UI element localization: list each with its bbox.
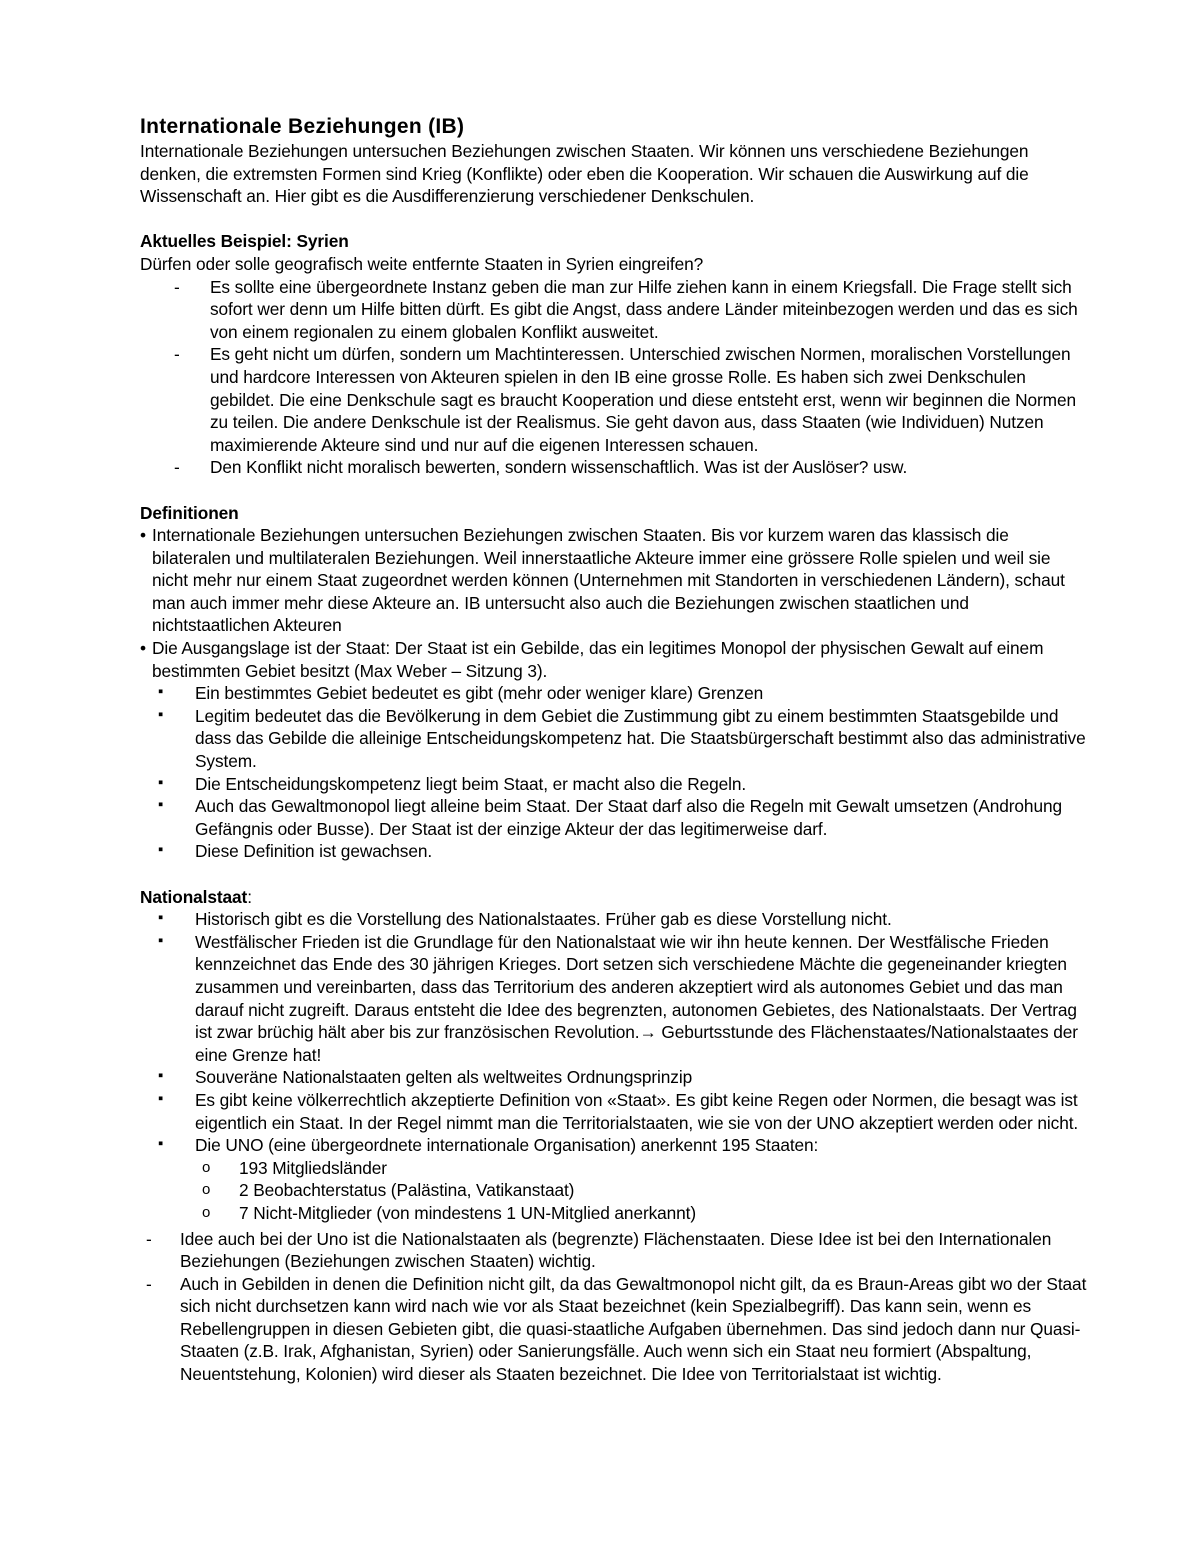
definitionen-list bbox=[140, 524, 1090, 682]
syrien-list bbox=[140, 276, 1090, 479]
list-item: ▪ Legitim bedeutet das die Bevölkerung in dem Gebiet die Zustimmung gibt zu einem bestimmten Staatsgebilde und dass das Gebilde die alleinige Entscheidungskompetenz hat. Die Staatsbürgerschaft bestimmt also das administrative System. bbox=[158, 705, 1086, 772]
square-marker: ▪ bbox=[158, 909, 164, 927]
definitionen-heading: Definitionen bbox=[140, 502, 239, 523]
bullet-marker: • bbox=[140, 638, 146, 659]
list-item: o 7 Nicht-Mitglieder (von mindestens 1 UN-Mitglied anerkannt) bbox=[202, 1202, 697, 1223]
list-item: ▪ Die UNO (eine übergeordnete internationale Organisation) anerkennt 195 Staaten: bbox=[158, 1135, 819, 1156]
list-item: • Die Ausgangslage ist der Staat: Der Staat ist ein Gebilde, das ein legitimes Monopol der physischen Gewalt auf einem bestimmten Gebiet besitzt (Max Weber – Sitzung 3). bbox=[140, 638, 1044, 681]
definitionen-sublist bbox=[140, 682, 1090, 863]
dash-marker: - bbox=[174, 457, 180, 478]
list-item: o 2 Beobachterstatus (Palästina, Vatikanstaat) bbox=[202, 1180, 575, 1201]
page-title: Internationale Beziehungen (IB) bbox=[140, 115, 465, 138]
square-marker: ▪ bbox=[158, 1135, 164, 1153]
square-marker: ▪ bbox=[158, 841, 164, 859]
list-item: • Internationale Beziehungen untersuchen Beziehungen zwischen Staaten. Bis vor kurzem waren das klassisch die bilateralen und multilateralen Beziehungen. Weil innerstaatliche Akteure immer eine grössere Rolle spielen und weil sie nicht mehr nur einem Staat zugeordnet werden können (Unternehmen mit Standorten in verschiedenen Ländern), schaut man auch immer mehr diese Akteure an. IB untersucht also auch die Beziehungen zwischen staatlichen und nichtstaatlichen Akteuren bbox=[140, 525, 1065, 636]
list-item: - Idee auch bei der Uno ist die Nationalstaaten als (begrenzte) Flächenstaaten. Diese Idee ist bei den Internationalen Beziehungen (Beziehungen zwischen Staaten) wichtig. bbox=[146, 1228, 1052, 1272]
nationalstaat-list bbox=[140, 908, 1090, 1157]
square-marker: ▪ bbox=[158, 773, 164, 791]
nationalstaat-heading: Nationalstaat bbox=[140, 886, 248, 907]
circle-marker: o bbox=[202, 1158, 211, 1176]
list-item: ▪ Es gibt keine völkerrechtlich akzeptierte Definition von «Staat». Es gibt keine Regen oder Normen, die besagt was ist eigentlich ein Staat. In der Regel nimmt man die Territorialstaaten, wie sie von der UNO akzeptiert werden oder nicht. bbox=[158, 1089, 1079, 1133]
list-item: ▪ Historisch gibt es die Vorstellung des Nationalstaates. Früher gab es diese Vorstellung nicht. bbox=[158, 909, 892, 930]
list-item: - Den Konflikt nicht moralisch bewerten, sondern wissenschaftlich. Was ist der Auslöser? usw. bbox=[174, 457, 908, 478]
nationalstaat-heading-line: Nationalstaat: bbox=[140, 886, 252, 907]
square-marker: ▪ bbox=[158, 1089, 164, 1107]
dash-marker: - bbox=[174, 344, 180, 365]
dash-marker: - bbox=[146, 1273, 152, 1294]
list-item: - Auch in Gebilden in denen die Definition nicht gilt, da das Gewaltmonopol nicht gilt, da es Braun-Areas gibt wo der Staat sich nicht durchsetzen kann wird nach wie vor als Staat bezeichnet (kein Spezialbegriff). Das kann sein, wenn es Rebellengruppen in diesen Gebieten gibt, die quasi-staatliche Aufgaben übernehmen. Das sind jedoch dann nur Quasi-Staaten (z.B. Irak, Afghanistan, Syrien) oder Sanierungsfälle. Auch wenn sich ein Staat neu formiert (Abspaltung, Neuentstehung, Kolonien) wird dieser als Staaten bezeichnet. Die Idee von Territorialstaat ist wichtig. bbox=[146, 1273, 1087, 1385]
uno-sublist bbox=[140, 1157, 1090, 1225]
list-item: ▪ Diese Definition ist gewachsen. bbox=[158, 841, 433, 862]
closing-list bbox=[140, 1228, 1090, 1386]
syrien-question: Dürfen oder solle geografisch weite entfernte Staaten in Syrien eingreifen? bbox=[140, 253, 704, 274]
list-item: ▪ Ein bestimmtes Gebiet bedeutet es gibt (mehr oder weniger klare) Grenzen bbox=[158, 683, 764, 704]
circle-marker: o bbox=[202, 1181, 211, 1199]
arrow-icon: → bbox=[639, 1022, 657, 1043]
bullet-marker: • bbox=[140, 525, 146, 546]
list-item: ▪ Westfälischer Frieden ist die Grundlage für den Nationalstaat wie wir ihn heute kennen. Der Westfälische Frieden kennzeichnet das Ende des 30 jährigen Krieges. Dort setzen sich verschiedene Mächte die gegeneinander kriegten zusammen und vereinbarten, dass das Territorium des anderen akzeptiert wird als autonomes Gebiet und das man darauf nicht zugreift. Daraus entsteht die Idee des begrenzten, autonomen Gebietes, des Nationalstaats. Der Vertrag ist zwar brüchig hält aber bis zur französischen Revolution.→ Geburtsstunde des Flächenstaates/Nationalstaates der eine Grenze hat! bbox=[158, 931, 1078, 1065]
intro-paragraph: Internationale Beziehungen untersuchen Beziehungen zwischen Staaten. Wir können uns verschiedene Beziehungen denken, die extremsten Formen sind Krieg (Konflikte) oder eben die Kooperation. Wir schauen die Auswirkung auf die Wissenschaft an. Hier gibt es die Ausdifferenzierung verschiedener Denkschulen. bbox=[140, 141, 1029, 207]
list-item: - Es geht nicht um dürfen, sondern um Machtinteressen. Unterschied zwischen Normen, moralischen Vorstellungen und hardcore Interessen von Akteuren spielen in den IB eine grosse Rolle. Es haben sich zwei Denkschulen gebildet. Die eine Denkschule sagt es braucht Kooperation und diese entsteht erst, wenn wir beginnen die Normen zu teilen. Die andere Denkschule ist der Realismus. Sie geht davon aus, dass Staaten (wie Individuen) Nutzen maximierende Akteure sind und nur auf die eigenen Interessen schauen. bbox=[174, 344, 1076, 455]
circle-marker: o bbox=[202, 1203, 211, 1221]
document-page bbox=[140, 114, 1090, 1386]
square-marker: ▪ bbox=[158, 705, 164, 723]
list-item: o 193 Mitgliedsländer bbox=[202, 1157, 387, 1178]
dash-marker: - bbox=[146, 1228, 152, 1249]
dash-marker: - bbox=[174, 276, 180, 297]
square-marker: ▪ bbox=[158, 931, 164, 949]
syrien-heading: Aktuelles Beispiel: Syrien bbox=[140, 231, 349, 252]
list-item: - Es sollte eine übergeordnete Instanz geben die man zur Hilfe ziehen kann in einem Kriegsfall. Die Frage stellt sich sofort wer denn um Hilfe bitten dürft. Es gibt die Angst, dass andere Länder miteinbezogen werden und das es sich von einem regionalen zu einem globalen Konflikt ausweitet. bbox=[174, 276, 1078, 342]
list-item: ▪ Die Entscheidungskompetenz liegt beim Staat, er macht also die Regeln. bbox=[158, 773, 747, 794]
square-marker: ▪ bbox=[158, 1067, 164, 1085]
list-item: ▪ Auch das Gewaltmonopol liegt alleine beim Staat. Der Staat darf also die Regeln mit Gewalt umsetzen (Androhung Gefängnis oder Busse). Der Staat ist der einzige Akteur der das legitimerweise darf. bbox=[158, 796, 1062, 839]
square-marker: ▪ bbox=[158, 796, 164, 814]
square-marker: ▪ bbox=[158, 683, 164, 701]
list-item: ▪ Souveräne Nationalstaaten gelten als weltweites Ordnungsprinzip bbox=[158, 1067, 693, 1088]
